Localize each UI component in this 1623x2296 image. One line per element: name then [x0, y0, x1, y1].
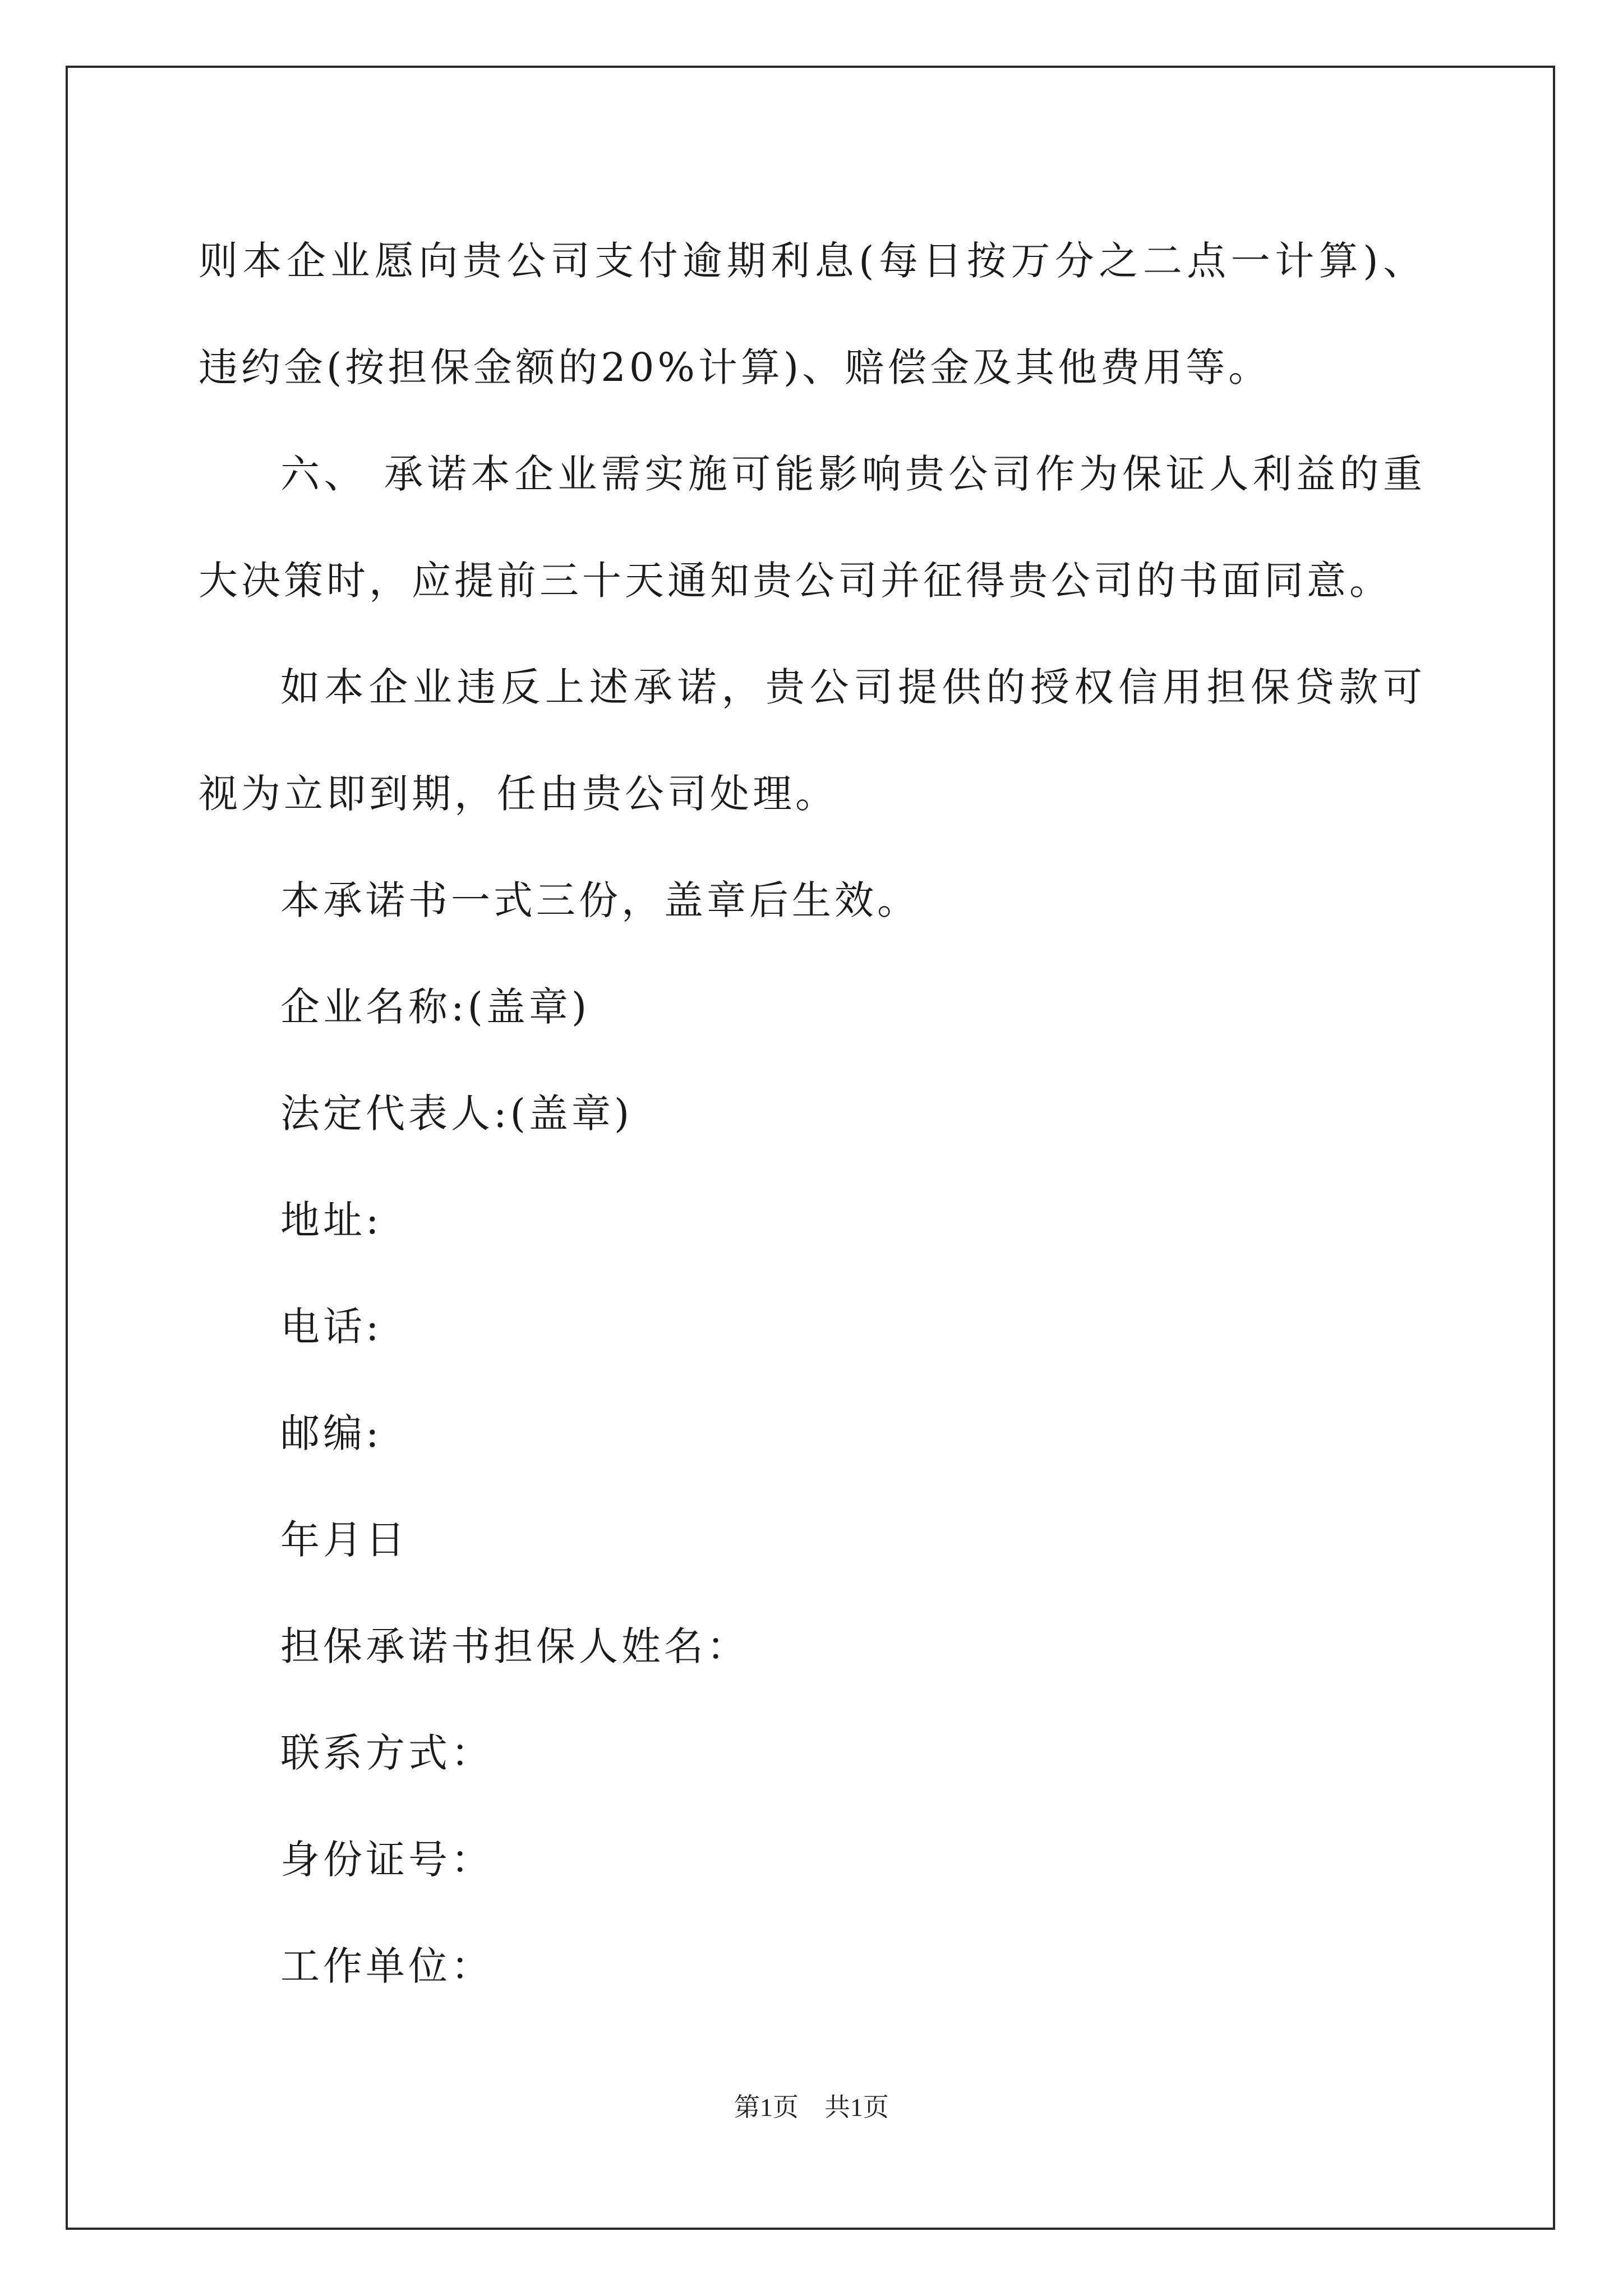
field-contact: 联系方式： [280, 1730, 494, 1776]
field-address: 地址: [280, 1197, 382, 1243]
field-id-number: 身份证号： [280, 1837, 494, 1883]
page-number: 第1页 [734, 2093, 799, 2122]
paragraph-penalty-clause: 则本企业愿向贵公司支付逾期利息(每日按万分之二点一计算)、违约金(按担保金额的20%计算)、赔偿金及其他费用等。 [199, 238, 1426, 390]
field-company-name: 企业名称:(盖章) [280, 984, 591, 1030]
paragraph-clause-six: 六、 承诺本企业需实施可能影响贵公司作为保证人利益的重大决策时，应提前三十天通知贵公司并征得贵公司的书面同意。 [199, 451, 1426, 604]
field-workplace: 工作单位： [280, 1943, 494, 1989]
paragraph-copies-effective: 本承诺书一式三份，盖章后生效。 [280, 877, 920, 923]
field-legal-representative: 法定代表人:(盖章) [280, 1091, 633, 1137]
field-date: 年月日 [280, 1517, 408, 1563]
field-guarantor-name: 担保承诺书担保人姓名： [280, 1623, 749, 1669]
page-footer [0, 2087, 1623, 2124]
paragraph-breach-consequence: 如本企业违反上述承诺，贵公司提供的授权信用担保贷款可视为立即到期，任由贵公司处理。 [199, 664, 1426, 817]
field-phone: 电话: [280, 1304, 382, 1350]
page-total: 共1页 [824, 2093, 889, 2122]
document-body [199, 208, 1426, 2019]
field-postcode: 邮编: [280, 1410, 382, 1456]
